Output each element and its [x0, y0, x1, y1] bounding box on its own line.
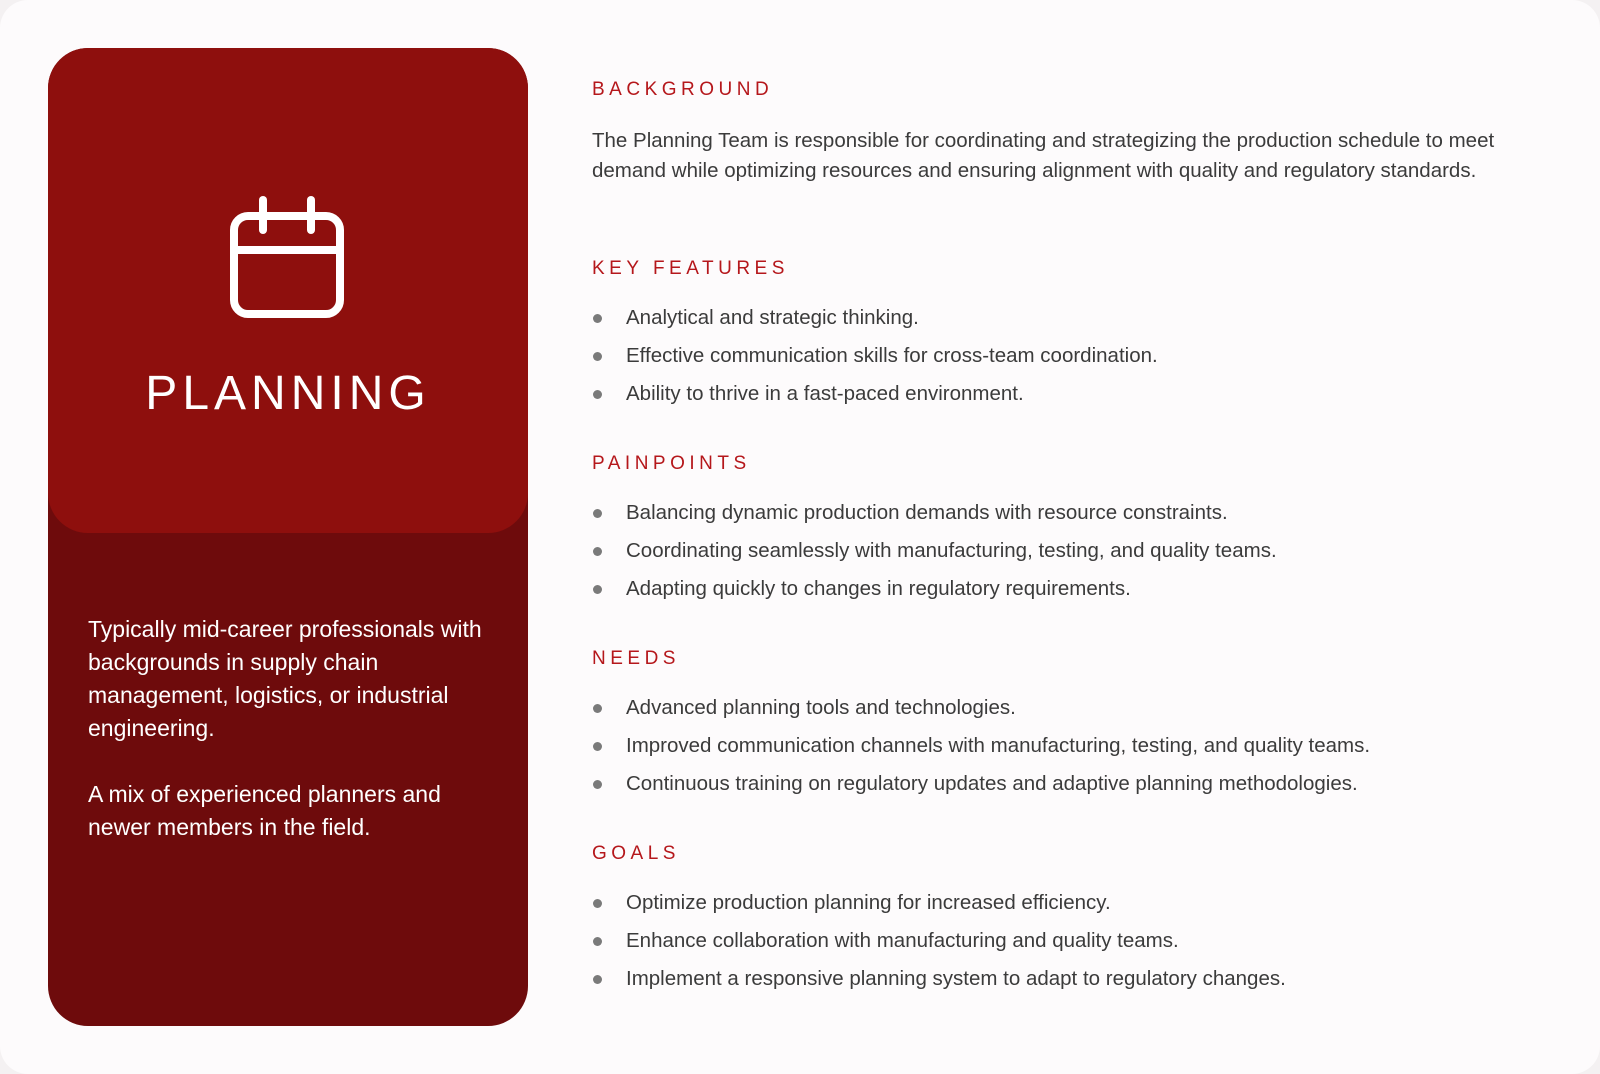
bullet-icon [593, 899, 602, 908]
goals-list [592, 890, 1286, 1004]
list-item-text: Enhance collaboration with manufacturing and quality teams. [626, 929, 1179, 952]
persona-description-paragraph: Typically mid-career professionals with backgrounds in supply chain management, logistics, or industrial engineering. [88, 616, 482, 741]
bullet-icon [593, 585, 602, 594]
section-needs [592, 647, 1370, 809]
list-item [592, 695, 1370, 733]
persona-header [48, 48, 528, 533]
list-item [592, 733, 1370, 771]
list-item [592, 305, 1158, 343]
list-item-text: Continuous training on regulatory updates and adaptive planning methodologies. [626, 772, 1358, 795]
bullet-icon [593, 352, 602, 361]
background-text: The Planning Team is responsible for coordinating and strategizing the production schedule to meet demand while optimizing resources and ensuring alignment with quality and regulatory standards. [592, 129, 1495, 182]
list-item-text: Advanced planning tools and technologies. [626, 696, 1016, 719]
list-item [592, 576, 1277, 614]
section-title: GOALS [592, 843, 680, 864]
list-item [592, 966, 1286, 1004]
list-item-text: Optimize production planning for increased efficiency. [626, 891, 1111, 914]
bullet-icon [593, 780, 602, 789]
bullet-icon [593, 704, 602, 713]
list-item [592, 500, 1277, 538]
persona-sidebar [48, 48, 528, 1026]
painpoints-list [592, 500, 1277, 614]
bullet-icon [593, 509, 602, 518]
bullet-icon [593, 547, 602, 556]
bullet-icon [593, 975, 602, 984]
list-item-text: Analytical and strategic thinking. [626, 306, 919, 329]
list-item [592, 771, 1370, 809]
bullet-icon [593, 314, 602, 323]
section-title: BACKGROUND [592, 79, 774, 100]
list-item-text: Implement a responsive planning system to adapt to regulatory changes. [626, 967, 1286, 990]
section-title: KEY FEATURES [592, 258, 789, 279]
list-item-text: Coordinating seamlessly with manufacturing, testing, and quality teams. [626, 539, 1277, 562]
section-painpoints [592, 452, 1277, 614]
list-item [592, 343, 1158, 381]
section-key-features [592, 257, 1158, 419]
list-item [592, 381, 1158, 419]
section-title: NEEDS [592, 648, 680, 669]
key-features-list [592, 305, 1158, 419]
bullet-icon [593, 937, 602, 946]
list-item-text: Effective communication skills for cross-team coordination. [626, 344, 1158, 367]
list-item [592, 538, 1277, 576]
persona-title: PLANNING [145, 367, 431, 420]
needs-list [592, 695, 1370, 809]
list-item-text: Ability to thrive in a fast-paced environment. [626, 382, 1024, 405]
list-item-text: Adapting quickly to changes in regulatory requirements. [626, 577, 1131, 600]
list-item-text: Balancing dynamic production demands with resource constraints. [626, 501, 1228, 524]
bullet-icon [593, 390, 602, 399]
list-item-text: Improved communication channels with manufacturing, testing, and quality teams. [626, 734, 1371, 757]
list-item [592, 928, 1286, 966]
bullet-icon [593, 742, 602, 751]
list-item [592, 890, 1286, 928]
persona-description-paragraph: A mix of experienced planners and newer members in the field. [88, 781, 441, 840]
section-goals [592, 842, 1286, 1004]
calendar-icon [222, 194, 352, 324]
persona-description [88, 613, 498, 877]
section-title: PAINPOINTS [592, 453, 751, 474]
section-background [592, 78, 1532, 186]
